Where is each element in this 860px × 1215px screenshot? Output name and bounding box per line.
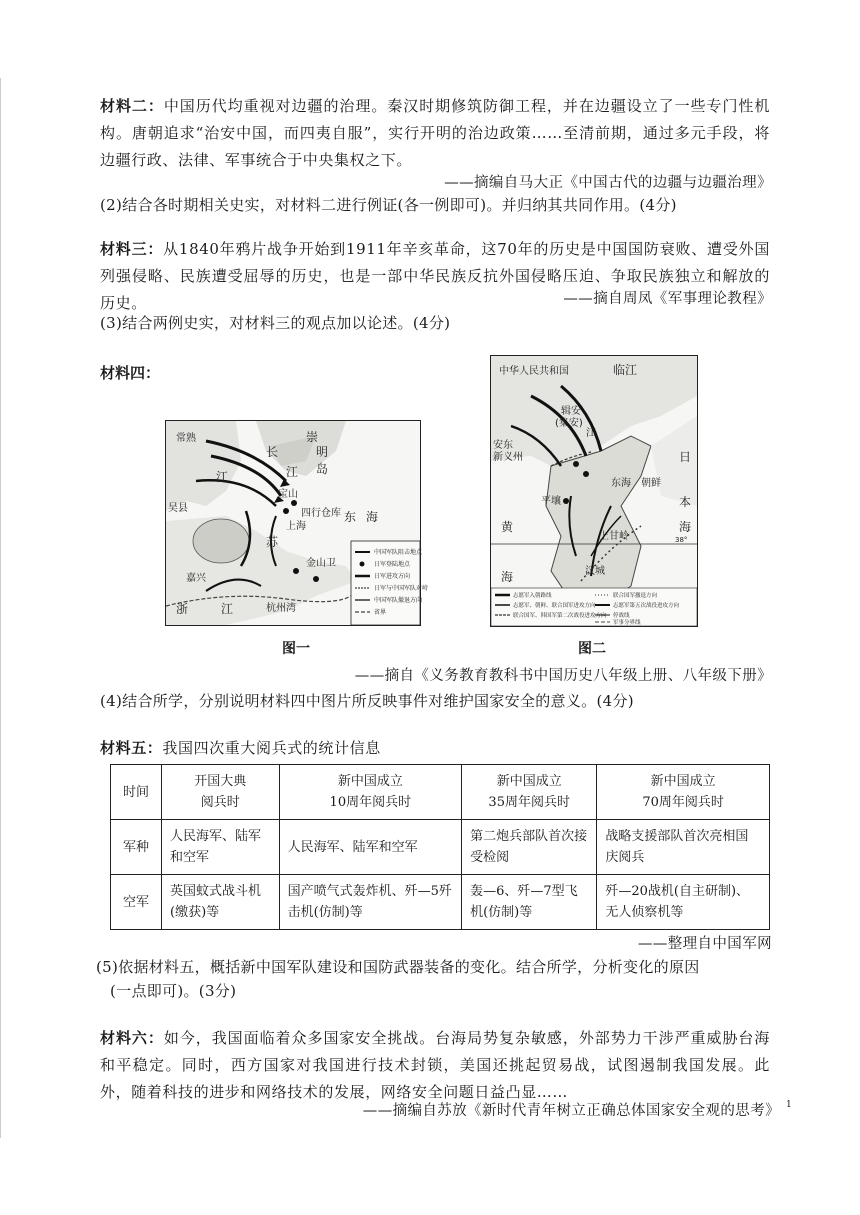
table-cell: 第二炮兵部队首次接受检阅 (462, 820, 597, 875)
map1-label-dong: 东 (344, 510, 357, 524)
map2-label-ben: 本 (679, 495, 692, 509)
map1-label-jiang3: 江 (221, 602, 234, 616)
map2-legend-1: 志愿军入朝路线 (513, 593, 552, 599)
map1-label-ming: 明 (316, 445, 329, 459)
map1-label-jiang2: 江 (286, 465, 299, 479)
map1-legend-1: 中国军队阻击地点 (374, 549, 423, 556)
table-cell: 国产喷气式轰炸机、歼—5歼击机(仿制)等 (279, 875, 461, 930)
parade-table (110, 764, 770, 930)
material5-title: 我国四次重大阅兵式的统计信息 (162, 739, 381, 757)
map1-label-baoshan: 宝山 (278, 489, 298, 500)
map2-label-ri: 日 (679, 450, 692, 464)
map1-label-hai: 海 (366, 510, 379, 524)
map2-legend-3: 联合国军、韩国军第二次战役进攻方向 (513, 613, 607, 619)
map2-label-prc: 中华人民共和国 (499, 366, 569, 377)
material6-label: 材料六： (100, 1029, 164, 1047)
map1-label-hangzhouwan: 杭州湾 (266, 603, 296, 614)
map2-label-donghai: 东海 (611, 478, 631, 489)
header-line2: 10周年阅兵时 (329, 795, 412, 810)
material2-text: 中国历代均重视对边疆的治理。秦汉时期修筑防御工程，并在边疆设立了一些专门性机构。唐朝追求“治安中国，而四夷自服”，实行开明的治边政策……至清前期，通过多元手段，将边疆行政、法律、军事统合于中央集权之下。 (100, 97, 771, 169)
map-figure-1 (165, 420, 429, 626)
table-row (111, 875, 770, 930)
map1-legend-5: 中国军队撤退方向 (374, 597, 423, 604)
material3-label: 材料三： (100, 240, 164, 258)
map1-label-zhe: 浙 (176, 602, 189, 616)
map2-label-linjiang: 临江 (613, 363, 638, 377)
map1-label-wuxian: 吴县 (168, 503, 188, 514)
header-line1: 开国大典 (194, 774, 247, 789)
map2-label-jiang: 江 (586, 428, 596, 439)
map2-legend-7: 军事分界线 (613, 620, 641, 626)
map2-caption: 图二 (578, 641, 606, 657)
table-header (597, 765, 770, 820)
scan-edge (0, 78, 1, 1138)
material6-text: 如今，我国面临着众多国家安全挑战。台海局势复杂敏感，外部势力干涉严重威胁台海和平稳定。同时，西方国家对我国进行技术封锁，美国还挑起贸易战，试图遏制我国发展。此外，随着科技的进步和网络技术的发展，网络安全问题日益凸显…… (100, 1029, 770, 1101)
header-line1: 新中国成立 (496, 774, 562, 789)
map2-legend-4: 联合国军撤退方向 (613, 593, 658, 599)
page-number: 1 (786, 1100, 792, 1110)
map1-label-su: 苏 (266, 535, 279, 549)
map2-label-hai1: 海 (679, 520, 692, 534)
header-line2: 35周年阅兵时 (488, 795, 570, 810)
table-cell: 人民海军、陆军和空军 (162, 820, 280, 875)
question-4: (4)结合所学，分别说明材料四中图片所反映事件对维护国家安全的意义。(4分) (100, 692, 634, 710)
map2-label-andong: 安东 (493, 440, 513, 451)
map1-legend-4: 日军与中国军队对峙 (374, 585, 429, 592)
map2-label-hai2: 海 (501, 570, 514, 584)
table-cell: 人民海军、陆军和空军 (279, 820, 461, 875)
map1-legend-3: 日军进攻方向 (374, 573, 411, 580)
table-header-row (111, 765, 770, 820)
material5-heading (100, 735, 770, 762)
table-header (462, 765, 597, 820)
header-line2: 70周年阅兵时 (642, 795, 724, 810)
table-corner: 时间 (111, 765, 162, 820)
table-cell: 歼—20战机(自主研制)、无人侦察机等 (597, 875, 770, 930)
table-row (111, 820, 770, 875)
map2-label-shangganling: 上甘岭 (599, 531, 629, 542)
map2-label-jian: 辑安 (561, 406, 581, 417)
map2-label-huang: 黄 (501, 520, 514, 534)
map2-label-38: 38° (675, 536, 688, 544)
map2-label-pyongyang: 平壤 (541, 496, 561, 507)
map2-legend-5: 志愿军第五次战役进攻方向 (613, 603, 680, 609)
material4-label: 材料四： (100, 364, 161, 382)
map1-legend-6: 省界 (374, 609, 387, 616)
map2-legend-2: 志愿军、朝鲜、联合国军进攻方向 (513, 603, 596, 609)
map1-label-jinshanwei: 金山卫 (306, 558, 336, 569)
material2-paragraph (100, 93, 770, 174)
row-head: 军种 (111, 820, 162, 875)
material6-source: ——摘编自苏放《新时代青年树立正确总体国家安全观的思考》 (362, 1103, 780, 1119)
material3-source: ——摘自周凤《军事理论教程》 (563, 291, 772, 307)
map2-svg (491, 356, 697, 626)
question-5-line2: (一点即可)。(3分) (110, 982, 237, 1000)
map1-label-chong: 崇 (306, 430, 319, 444)
map1-label-dao: 岛 (316, 462, 329, 476)
material4-source: ——摘自《义务教育教科书中国历史八年级上册、八年级下册》 (354, 668, 772, 684)
question-5-line1: (5)依据材料五，概括新中国军队建设和国防武器装备的变化。结合所学，分析变化的原因 (96, 958, 700, 976)
question-2: (2)结合各时期相关史实，对材料二进行例证(各一例即可)。并归纳其共同作用。(4分) (100, 196, 677, 214)
map1-label-sihang: 四行仓库 (301, 508, 341, 519)
table-cell: 轰—6、歼—7型飞机(仿制)等 (462, 875, 597, 930)
header-line2: 阅兵时 (200, 795, 240, 810)
header-line1: 新中国成立 (337, 774, 403, 789)
map1-label-jiang1: 江 (216, 470, 229, 484)
material2-label: 材料二： (100, 97, 164, 115)
map2-label-hancheng: 汉城 (585, 566, 605, 577)
map-figure-2 (490, 355, 698, 627)
material3-text: 从1840年鸦片战争开始到1911年辛亥革命，这70年的历史是中国国防衰败、遭受外国列强侵略、民族遭受屈辱的历史，也是一部中华民族反抗外国侵略压迫、争取民族独立和解放的历史。 (100, 240, 770, 312)
row-head: 空军 (111, 875, 162, 930)
material5-source: ——整理自中国军网 (637, 936, 772, 952)
map2-label-jian-alt: (集安) (555, 418, 583, 429)
map2-legend-6: 停战线 (613, 613, 630, 619)
map2-label-chaoxian: 朝鲜 (641, 478, 661, 489)
map1-label-chang: 长 (266, 445, 279, 459)
table-cell: 英国蚊式战斗机(缴获)等 (162, 875, 280, 930)
map1-label-shanghai: 上海 (286, 521, 306, 532)
map1-label-jiaxing: 嘉兴 (186, 573, 206, 584)
material6-paragraph (100, 1025, 770, 1106)
table-header (279, 765, 461, 820)
header-line1: 新中国成立 (650, 774, 716, 789)
map1-caption: 图一 (282, 641, 310, 657)
map1-svg (166, 421, 429, 625)
material5-label: 材料五： (100, 739, 163, 757)
material2-source: ——摘编自马大正《中国古代的边疆与边疆治理》 (444, 175, 772, 191)
map1-label-changshu: 常熟 (176, 433, 196, 444)
table-header (162, 765, 280, 820)
question-3: (3)结合两例史实，对材料三的观点加以论述。(4分) (100, 314, 451, 332)
map1-legend-2: 日军登陆地点 (374, 561, 411, 568)
map2-label-xinyizhou: 新义州 (493, 452, 523, 463)
table-cell: 战略支援部队首次亮相国庆阅兵 (597, 820, 770, 875)
